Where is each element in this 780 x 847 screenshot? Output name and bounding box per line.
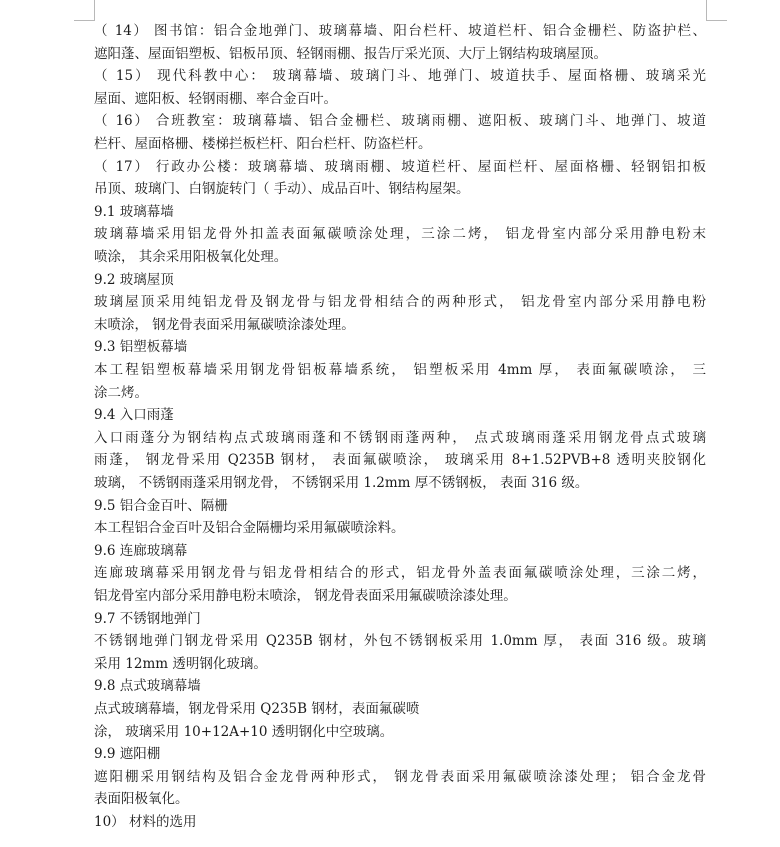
text-line: 铝龙骨室内部分采用静电粉末喷涂， 钢龙骨表面采用氟碳喷涂漆处理。: [94, 588, 517, 604]
section-heading-9-6: 9.6 连廊玻璃幕: [94, 542, 188, 559]
margin-corner-mark-left: [74, 0, 95, 21]
text-line: 本工程铝合金百叶及铝合金隔栅均采用氟碳喷涂料。: [94, 520, 405, 537]
text-line: 玻璃幕墙采用铝龙骨外扣盖表面氟碳喷涂处理，三涂二烤， 铝龙骨室内部分采用静电粉末: [94, 226, 706, 243]
margin-corner-mark-right: [706, 0, 727, 21]
text-line: 雨蓬， 钢龙骨采用 Q235B 钢材， 表面氟碳喷涂， 玻璃采用 8+1.52PVB+8 透明夹胶钢化: [94, 452, 706, 469]
text-line: 不锈钢地弹门钢龙骨采用 Q235B 钢材，外包不锈钢板采用 1.0mm 厚， 表面 316 级。玻璃: [94, 633, 706, 650]
text-line: （ 14） 图书馆：铝合金地弹门、玻璃幕墙、阳台栏杆、坡道栏杆、铝合金栅栏、防盗护栏、: [94, 23, 706, 39]
text-line: 点式玻璃幕墙，钢龙骨采用 Q235B 钢材，表面氟碳喷: [94, 701, 420, 717]
section-heading-9-8: 9.8 点式玻璃幕墙: [94, 678, 201, 695]
text-line: 栏杆、屋面格栅、楼梯拦板栏杆、阳台栏杆、防盗栏杆。: [94, 136, 432, 152]
text-line: 连廊玻璃幕采用钢龙骨与铝龙骨相结合的形式，铝龙骨外盖表面氟碳喷涂处理，三涂二烤，: [94, 565, 706, 582]
section-heading-9-4: 9.4 入口雨蓬: [94, 407, 174, 424]
section-heading-9-1: 9.1 玻璃幕墙: [94, 203, 174, 220]
text-line: 采用 12mm 透明钢化玻璃。: [94, 655, 267, 672]
section-heading-9-9: 9.9 遮阳棚: [94, 746, 161, 763]
text-line: 吊顶、玻璃门、白钢旋转门（ 手动）、成品百叶、钢结构屋架。: [94, 181, 470, 198]
text-line: （ 16） 合班教室：玻璃幕墙、铝合金栅栏、玻璃雨棚、遮阳板、玻璃门斗、地弹门、坡道: [94, 113, 706, 130]
text-line: 涂， 玻璃采用 10+12A+10 透明钢化中空玻璃。: [94, 723, 394, 740]
text-line: 遮阳蓬、屋面铝塑板、铝板吊顶、轻钢雨棚、报告厅采光顶、大厅上钢结构玻璃屋顶。: [94, 45, 607, 62]
text-line: 遮阳棚采用钢结构及铝合金龙骨两种形式， 钢龙骨表面采用氟碳喷涂漆处理； 铝合金龙骨: [94, 768, 706, 785]
section-heading-10: 10） 材料的选用: [94, 814, 197, 830]
text-line: 喷涂， 其余采用阳极氧化处理。: [94, 249, 288, 265]
text-line: 本工程铝塑板幕墙采用钢龙骨铝板幕墙系统， 铝塑板采用 4mm 厚， 表面氟碳喷涂， 三: [94, 362, 706, 378]
text-line: （ 15） 现代科教中心： 玻璃幕墙、玻璃门斗、地弹门、坡道扶手、屋面格栅、玻璃采光: [94, 68, 706, 85]
text-line: 玻璃屋顶采用纯铝龙骨及钢龙骨与铝龙骨相结合的两种形式， 铝龙骨室内部分采用静电粉: [94, 294, 706, 311]
text-line: 屋面、遮阳板、轻钢雨棚、率合金百叶。: [94, 90, 337, 107]
section-heading-9-3: 9.3 铝塑板幕墙: [94, 339, 188, 356]
section-heading-9-5: 9.5 铝合金百叶、隔栅: [94, 497, 228, 514]
text-line: 末喷涂， 钢龙骨表面采用氟碳喷涂漆处理。: [94, 316, 355, 333]
text-line: 玻璃， 不锈钢雨蓬采用钢龙骨， 不锈钢采用 1.2mm 厚不锈钢板， 表面 316 级。: [94, 475, 589, 491]
text-line: 涂二烤。: [94, 384, 148, 401]
text-line: （ 17） 行政办公楼：玻璃幕墙、玻璃雨棚、坡道栏杆、屋面栏杆、屋面格栅、轻钢铝扣板: [94, 158, 706, 175]
text-line: 入口雨蓬分为钢结构点式玻璃雨蓬和不锈钢雨蓬两种， 点式玻璃雨蓬采用钢龙骨点式玻璃: [94, 429, 706, 446]
section-heading-9-7: 9.7 不锈钢地弹门: [94, 610, 201, 627]
text-line: 表面阳极氧化。: [94, 791, 189, 808]
section-heading-9-2: 9.2 玻璃屋顶: [94, 271, 174, 288]
